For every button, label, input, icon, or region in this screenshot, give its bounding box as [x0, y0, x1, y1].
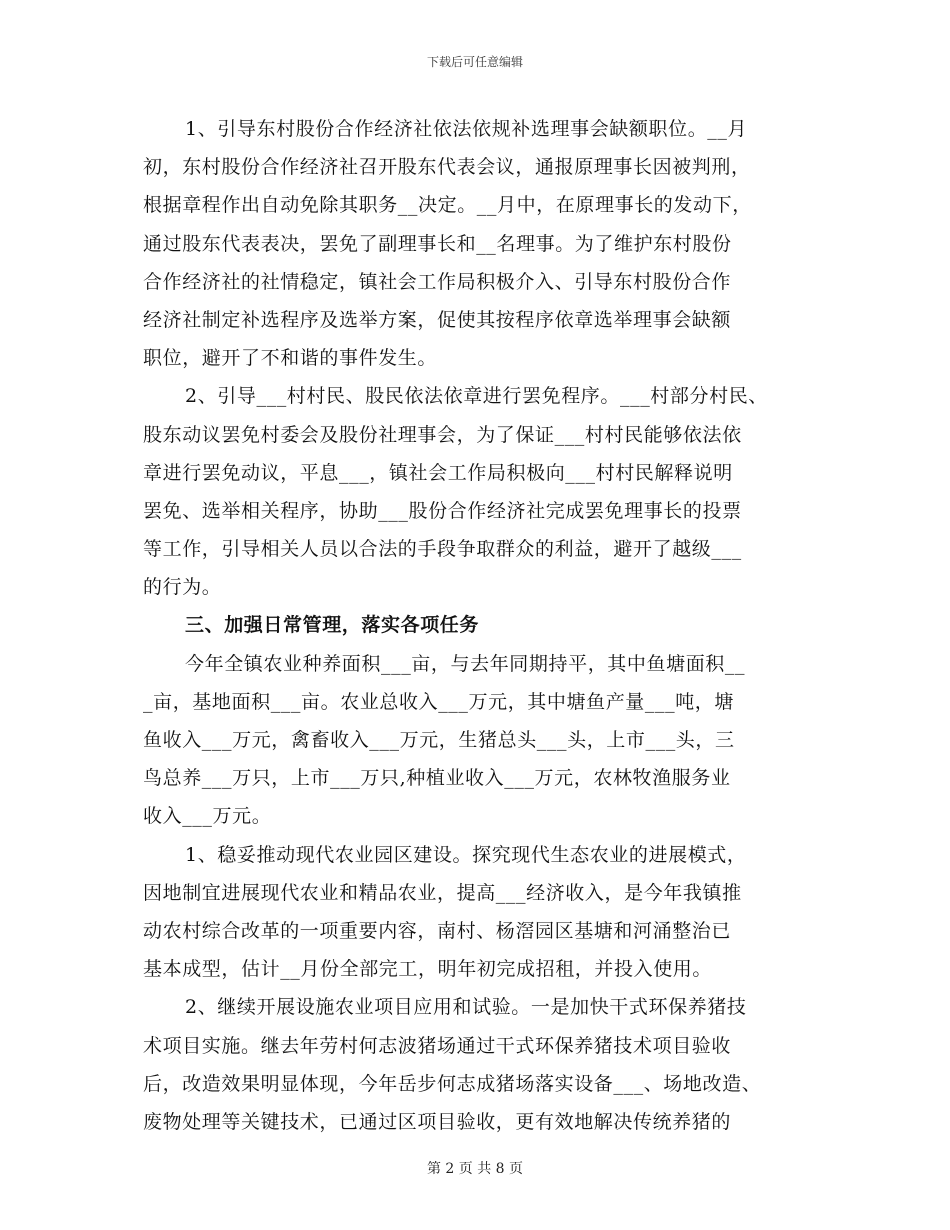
- paragraph-2-line-1: 2、引导___村村民、股民依法依章进行罢免程序。___村部分村民、: [185, 385, 768, 408]
- paragraph-5-line-4: 废物处理等关键技术，已通过区项目验收，更有效地解决传统养猪的: [143, 1110, 732, 1133]
- paragraph-1-line-2: 初，东村股份合作经济社召开股东代表会议，通报原理事长因被判刑，: [143, 156, 751, 179]
- paragraph-3-line-3: 鱼收入___万元，禽畜收入___万元，生猪总头___头，上市___头，三: [143, 729, 735, 751]
- paragraph-2-line-3: 章进行罢免动议，平息___，镇社会工作局积极向___村村民解释说明: [143, 461, 733, 484]
- page-number: 第 2 页 共 8 页: [426, 1161, 524, 1177]
- paragraph-1-line-4: 通过股东代表表决，罢免了副理事长和__名理事。为了维护东村股份: [143, 232, 732, 255]
- paragraph-2-line-2: 股东动议罢免村委会及股份社理事会，为了保证___村村民能够依法依: [143, 423, 742, 446]
- paragraph-3-line-4: 鸟总养___万只，上市___万只,种植业收入___万元，农林牧渔服务业: [143, 767, 731, 790]
- paragraph-4-line-1: 1、稳妥推动现代农业园区建设。探究现代生态农业的进展模式，: [185, 843, 747, 866]
- paragraph-1-line-7: 职位，避开了不和谐的事件发生。: [143, 347, 438, 370]
- section-heading: 三、加强日常管理，落实各项任务: [185, 614, 480, 637]
- paragraph-4-line-3: 动农村综合改革的一项重要内容，南村、杨滘园区基塘和河涌整治已: [143, 919, 732, 942]
- paragraph-5-line-3: 后，改造效果明显体现，今年岳步何志成猪场落实设备___、场地改造、: [143, 1072, 762, 1095]
- paragraph-2-line-6: 的行为。: [143, 576, 222, 599]
- paragraph-1-line-6: 经济社制定补选程序及选举方案，促使其按程序依章选举理事会缺额: [143, 308, 732, 331]
- paragraph-5-line-2: 术项目实施。继去年劳村何志波猪场通过干式环保养猪技术项目验收: [143, 1034, 732, 1057]
- paragraph-1-line-3: 根据章程作出自动免除其职务__决定。__月中，在原理事长的发动下，: [143, 194, 752, 217]
- paragraph-2-line-5: 等工作，引导相关人员以合法的手段争取群众的利益，避开了越级___: [143, 538, 742, 561]
- paragraph-3-line-1: 今年全镇农业种养面积___亩，与去年同期持平，其中鱼塘面积__: [185, 652, 746, 675]
- document-body: [143, 110, 808, 1141]
- paragraph-2-line-4: 罢免、选举相关程序，协助___股份合作经济社完成罢免理事长的投票: [143, 499, 742, 522]
- paragraph-3-line-5: 收入___万元。: [143, 805, 272, 828]
- paragraph-5-line-1: 2、继续开展设施农业项目应用和试验。一是加快干式环保养猪技: [185, 996, 747, 1019]
- paragraph-4-line-2: 因地制宜进展现代农业和精品农业，提高___经济收入，是今年我镇推: [143, 881, 742, 904]
- paragraph-1-line-1: 1、引导东村股份合作经济社依法依规补选理事会缺额职位。__月: [185, 118, 748, 140]
- header-note: 下载后可任意编辑: [426, 55, 523, 69]
- paragraph-4-line-4: 基本成型，估计__月份全部完工，明年初完成招租，并投入使用。: [143, 958, 713, 981]
- paragraph-1-line-5: 合作经济社的社情稳定，镇社会工作局积极介入、引导东村股份合作: [143, 270, 732, 293]
- paragraph-3-line-2: _亩，基地面积___亩。农业总收入___万元，其中塘鱼产量___吨，塘: [143, 690, 735, 713]
